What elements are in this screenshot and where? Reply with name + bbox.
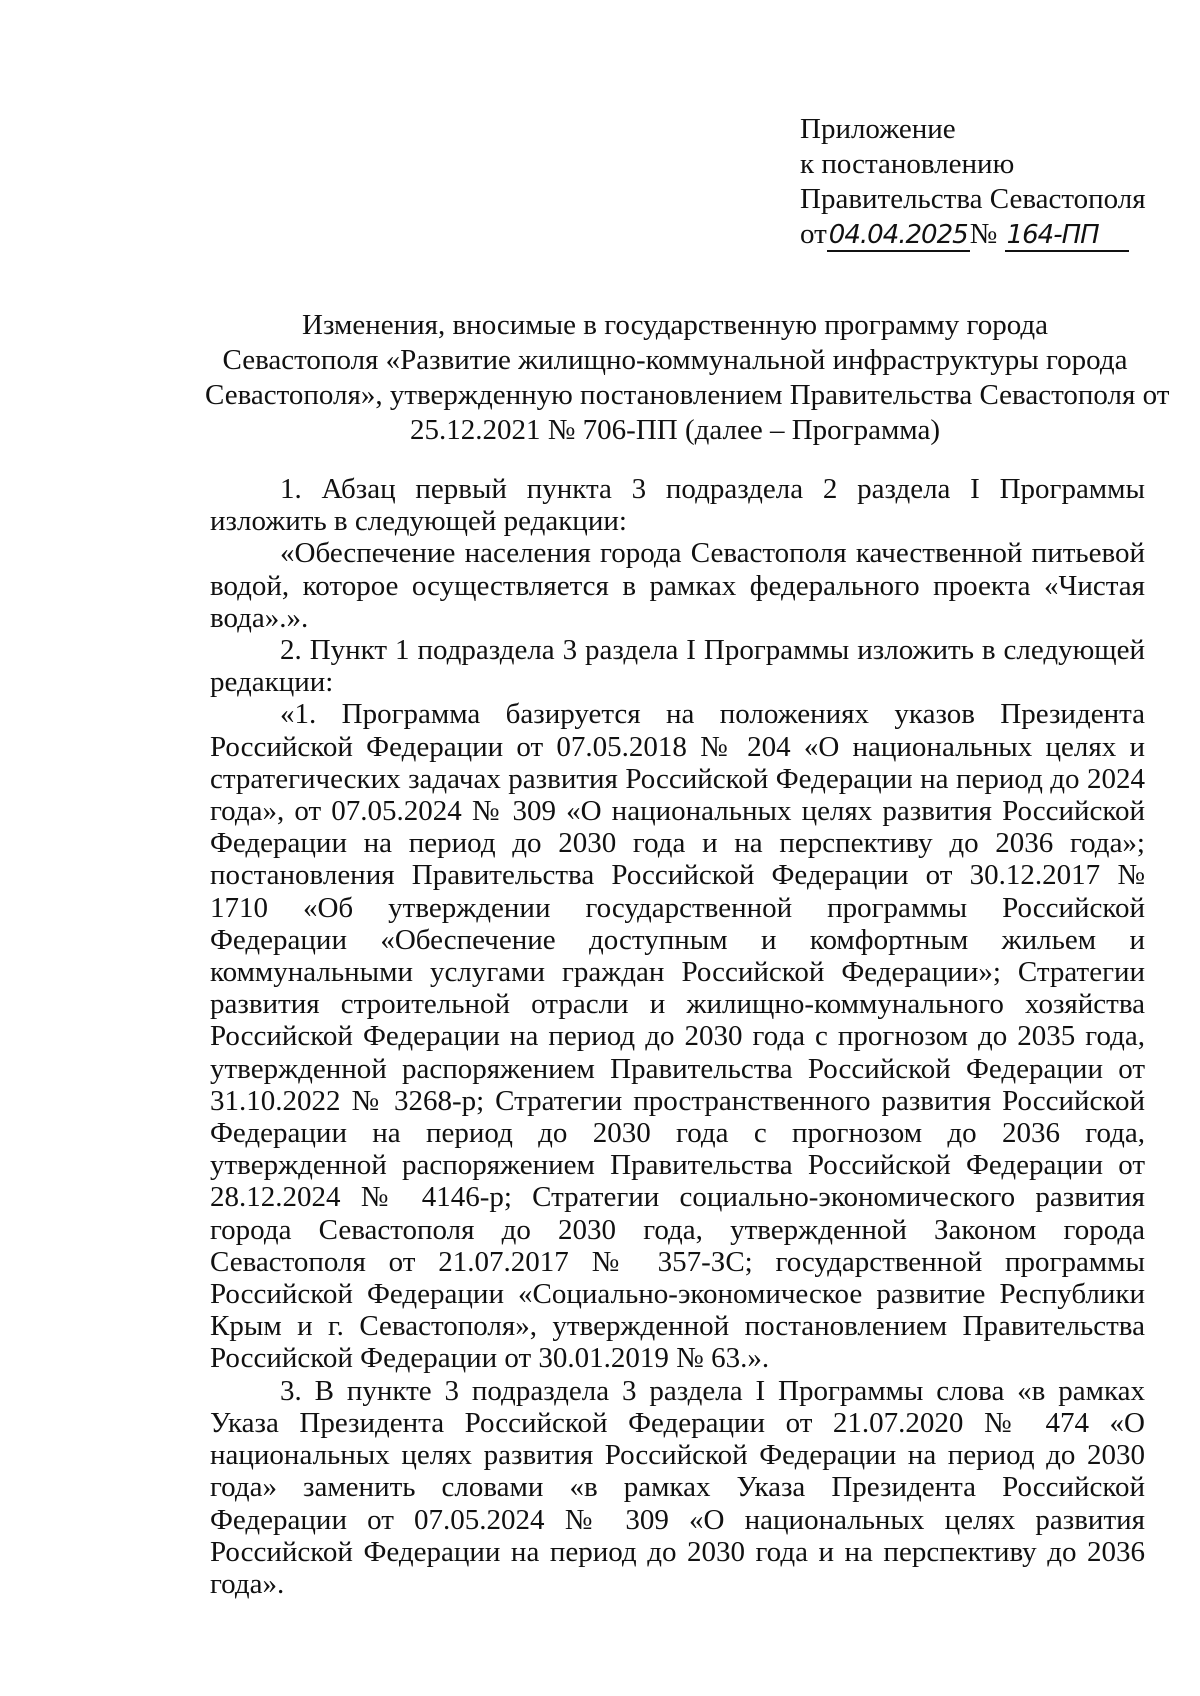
document-body bbox=[210, 473, 1145, 1600]
paragraph-2-quote: «1. Программа базируется на положениях указов Президента Российской Федерации от 07.05.2018 № 204 «О национальных целях и стратегических задачах развития Российской Федерации на период до 2024 года», от 07.05.2024 № 309 «О национальных целях развития Российской Федерации на период до 2030 года и на перспективу до 2036 года»; постановления Правительства Российской Федерации от 30.12.2017 № 1710 «Об утверждении государственной программы Российской Федерации «Обеспечение доступным и комфортным жильем и коммунальными услугами граждан Российской Федерации»; Стратегии развития строительной отрасли и жилищно-коммунального хозяйства Российской Федерации на период до 2030 года с прогнозом до 2035 года, утвержденной распоряжением Правительства Российской Федерации от 31.10.2022 № 3268-р; Стратегии пространственного развития Российской Федерации на период до 2030 года с прогнозом до 2036 года, утвержденной распоряжением Правительства Российской Федерации от 28.12.2024 № 4146-р; Стратегии социально-экономического развития города Севастополя до 2030 года, утвержденной Законом города Севастополя от 21.07.2017 № 357-ЗС; государственной программы Российской Федерации «Социально-экономическое развитие Республики Крым и г. Севастополя», утвержденной постановлением Правительства Российской Федерации от 30.01.2019 № 63.». bbox=[210, 698, 1145, 1375]
number-prefix: № bbox=[969, 218, 998, 250]
appendix-reference: к постановлению bbox=[800, 148, 1015, 180]
appendix-heading: Приложение bbox=[800, 113, 956, 145]
handwritten-date: 04.04.2025 bbox=[828, 220, 968, 250]
document-title bbox=[205, 308, 1170, 448]
appendix-issuer: Правительства Севастополя bbox=[800, 183, 1146, 215]
appendix-date-number-line bbox=[800, 217, 1146, 252]
paragraph-1: 1. Абзац первый пункта 3 подраздела 2 раздела I Программы изложить в следующей редакции: bbox=[210, 473, 1145, 538]
title-line: Севастополя «Развитие жилищно-коммунальной инфраструктуры города bbox=[222, 344, 1128, 376]
title-line: 25.12.2021 № 706-ПП (далее – Программа) bbox=[410, 414, 940, 446]
appendix-block bbox=[800, 112, 1146, 252]
title-line: Изменения, вносимые в государственную программу города bbox=[302, 309, 1048, 341]
paragraph-2: 2. Пункт 1 подраздела 3 раздела I Программы изложить в следующей редакции: bbox=[210, 634, 1145, 699]
paragraph-3: 3. В пункте 3 подраздела 3 раздела I Программы слова «в рамках Указа Президента Российской Федерации от 21.07.2020 № 474 «О национальных целях развития Российской Федерации на период до 2030 года» заменить словами «в рамках Указа Президента Российской Федерации от 07.05.2024 № 309 «О национальных целях развития Российской Федерации на период до 2030 года и на перспективу до 2036 года». bbox=[210, 1374, 1145, 1600]
handwritten-number: 164-ПП bbox=[1005, 220, 1129, 252]
title-line: Севастополя», утвержденную постановлением Правительства Севастополя от bbox=[205, 379, 1170, 411]
paragraph-1-quote: «Обеспечение населения города Севастополя качественной питьевой водой, которое осуществляется в рамках федерального проекта «Чистая вода».». bbox=[210, 537, 1145, 634]
date-prefix: от bbox=[800, 218, 827, 250]
